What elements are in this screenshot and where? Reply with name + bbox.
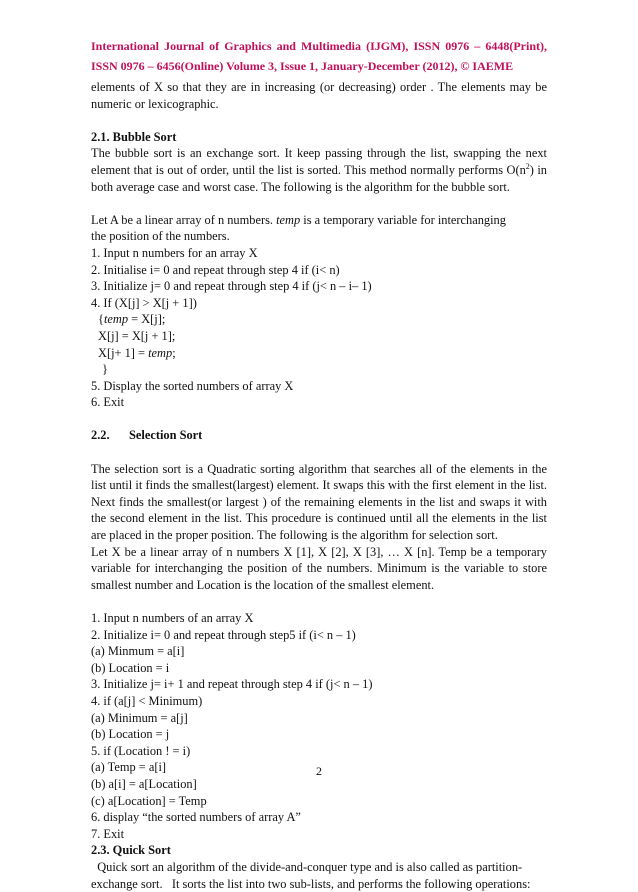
journal-header: International Journal of Graphics and Multimedia (IJGM), ISSN 0976 – 6448(Print), ISSN 0976 – 6456(Online) Volume 3, Issue 1, January-December (2012), © IAEME xyxy=(91,36,547,76)
selection-sort-definition: Let X be a linear array of n numbers X [1], X [2], X [3], … X [n]. Temp be a temporary variable for interchanging the position of the numbers. Minimum is the variable to store smallest number and Location is the location of the smallest element. xyxy=(91,544,547,594)
section-heading-quick-sort: 2.3. Quick Sort xyxy=(91,842,547,859)
algorithm-step: 4. If (X[j] > X[j + 1]) xyxy=(91,295,547,312)
algorithm-step: 3. Initialize j= 0 and repeat through step 4 if (j< n – i– 1) xyxy=(91,278,547,295)
code-line: {temp = X[j]; xyxy=(91,311,547,328)
algorithm-step: (a) Minmum = a[i] xyxy=(91,643,547,660)
selection-sort-paragraph: The selection sort is a Quadratic sorting algorithm that searches all of the elements in the list until it finds the smallest(largest) element. It swaps this with the first element in the list. Next finds the smallest(or largest ) of the remaining elements in the list and swaps it with the second element in the list. This procedure is continued until all the elements in the list are placed in the proper position. The following is the algorithm for selection sort. xyxy=(91,461,547,544)
algorithm-step: 6. Exit xyxy=(91,394,547,411)
code-line: } xyxy=(91,361,547,378)
code-line: X[j] = X[j + 1]; xyxy=(91,328,547,345)
algorithm-step: (c) a[Location] = Temp xyxy=(91,793,547,810)
algorithm-step: (a) Temp = a[i] xyxy=(91,759,547,776)
algorithm-step: 4. if (a[j] < Minimum) xyxy=(91,693,547,710)
algorithm-step: 1. Input n numbers of an array X xyxy=(91,610,547,627)
quick-sort-paragraph: Quick sort an algorithm of the divide-and-conquer type and is also called as partition- xyxy=(91,859,547,876)
section-heading-selection-sort: 2.2. Selection Sort xyxy=(91,427,547,444)
bubble-sort-definition-cont: the position of the numbers. xyxy=(91,228,547,245)
algorithm-step: (b) Location = i xyxy=(91,660,547,677)
algorithm-step: (b) a[i] = a[Location] xyxy=(91,776,547,793)
algorithm-step: 2. Initialise i= 0 and repeat through step 4 if (i< n) xyxy=(91,262,547,279)
quick-sort-paragraph-cont: exchange sort. It sorts the list into two sub-lists, and performs the following operations: xyxy=(91,876,547,892)
algorithm-step: 2. Initialize i= 0 and repeat through step5 if (i< n – 1) xyxy=(91,627,547,644)
intro-paragraph: elements of X so that they are in increasing (or decreasing) order . The elements may be numeric or lexicographic. xyxy=(91,79,547,112)
code-line: X[j+ 1] = temp; xyxy=(91,345,547,362)
algorithm-step: 5. if (Location ! = i) xyxy=(91,743,547,760)
algorithm-step: 5. Display the sorted numbers of array X xyxy=(91,378,547,395)
section-heading-bubble-sort: 2.1. Bubble Sort xyxy=(91,129,547,146)
algorithm-step: 1. Input n numbers for an array X xyxy=(91,245,547,262)
bubble-sort-definition: Let A be a linear array of n numbers. temp is a temporary variable for interchanging xyxy=(91,212,547,229)
algorithm-step: (b) Location = j xyxy=(91,726,547,743)
algorithm-step: 6. display “the sorted numbers of array A” xyxy=(91,809,547,826)
algorithm-step: 7. Exit xyxy=(91,826,547,843)
page-number: 2 xyxy=(0,764,638,779)
algorithm-step: 3. Initialize j= i+ 1 and repeat through step 4 if (j< n – 1) xyxy=(91,676,547,693)
bubble-sort-paragraph: The bubble sort is an exchange sort. It keep passing through the list, swapping the next element that is out of order, until the list is sorted. This method normally performs $O(n^2)$ in both average case and worst case. The following is the algorithm for the bubble sort. xyxy=(91,145,547,195)
algorithm-step: (a) Minimum = a[j] xyxy=(91,710,547,727)
